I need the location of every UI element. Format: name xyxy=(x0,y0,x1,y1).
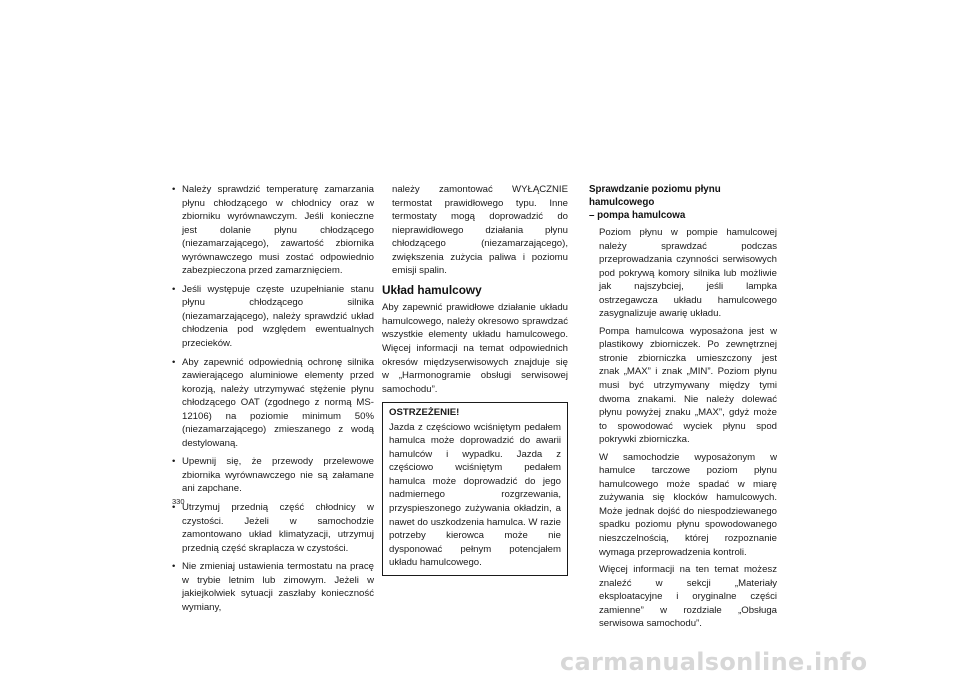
column-right xyxy=(589,183,777,635)
paragraph: Więcej informacji na ten temat możesz znaleźć w sekcji „Materiały eksploatacyjne i oryginalne części zamienne” w rozdziale „Obsługa serwisowa samochodu”. xyxy=(599,564,777,630)
list-item: • Aby zapewnić odpowiednią ochronę silnika zawierającego aluminiowe elementy przed korozją, należy utrzymywać stężenie płynu chłodzącego OAT (zgodnego z normą MS-12106) na poziomie minimum 50% (niezamarzającego) zmieszanego z wodą destylowaną. xyxy=(172,356,374,451)
coolant-tips-list xyxy=(172,183,374,614)
column-middle xyxy=(382,183,568,576)
column-left xyxy=(172,183,374,619)
paragraph: Pompa hamulcowa wyposażona jest w plastikowy zbiorniczek. Po zewnętrznej stronie zbiorniczka umieszczony jest znak „MAX” i znak „MIN”. Poziom płynu musi być utrzymywany między tymi dwoma znakami. Nie należy dolewać płynu powyżej znaku „MAX”, gdyż może to spowodować wyciek płynu spod pokrywki zbiorniczka. xyxy=(599,325,777,446)
heading-line-1: Sprawdzanie poziomu płynu hamulcowego xyxy=(589,184,721,208)
section-heading-brake-fluid xyxy=(589,183,777,222)
brakes-body-text: Aby zapewnić prawidłowe działanie układu hamulcowego, należy okresowo sprawdzać wszystkie elementy układu hamulcowego. Więcej informacji na temat odpowiednich okresów międzyserwisowych znajduje się w „Harmonogramie obsługi serwisowej samochodu”. xyxy=(382,302,568,395)
list-item: • Nie zmieniaj ustawienia termostatu na pracę w trybie letnim lub zimowym. Jeżeli w jakiejkolwiek sytuacji zaszłaby konieczność wymiany, xyxy=(172,560,374,614)
heading-line-2: – pompa hamulcowa xyxy=(589,210,686,221)
page-number: 330 xyxy=(172,497,185,506)
warning-box xyxy=(382,402,568,576)
paragraph: Poziom płynu w pompie hamulcowej należy sprawdzać podczas przeprowadzania czynności serwisowych pod pokrywą komory silnika lub możliwie jak najszybciej, jeśli lampka ostrzegawcza układu hamulcowego zasygnalizuje awarię układu. xyxy=(599,227,777,320)
warning-text: Jazda z częściowo wciśniętym pedałem hamulca może doprowadzić do awarii hamulców i wypadku. Jazda z częściowo wciśniętym pedałem hamulca może doprowadzić do jego nadmiernego rozgrzewania, przyspieszonego zużywania okładzin, a nawet do uszkodzenia hamulca. W razie potrzeby kierowca może nie dysponować pełnym potencjałem układu hamulcowego. xyxy=(389,421,561,569)
list-item: • Upewnij się, że przewody przelewowe zbiornika wyrównawczego nie są załamane ani zapchane. xyxy=(172,455,374,496)
continuation-text: należy zamontować WYŁĄCZNIE termostat prawidłowego typu. Inne termostaty mogą doprowadzić do nieprawidłowego działania płynu chłodzącego (niezamarzającego), zwiększenia zużycia paliwa i poziomu emisji spalin. xyxy=(392,184,568,277)
list-item: • Należy sprawdzić temperaturę zamarzania płynu chłodzącego w chłodnicy oraz w zbiorniku wyrównawczym. Jeśli konieczne jest dolanie płynu chłodzącego (niezamarzającego), zawartość zbiornika wyrównawczego musi zostać odpowiednio zabezpieczona przed zamarznięciem. xyxy=(172,183,374,278)
list-item: • Utrzymuj przednią część chłodnicy w czystości. Jeżeli w samochodzie zamontowano układ klimatyzacji, utrzymuj przednią część skraplacza w czystości. xyxy=(172,501,374,555)
watermark: carmanualsonline.info xyxy=(560,648,868,676)
list-item: • Jeśli występuje częste uzupełnianie stanu płynu chłodzącego silnika (niezamarzającego), należy sprawdzić układ chłodzenia pod względem ewentualnych przecieków. xyxy=(172,283,374,351)
section-heading-brakes: Układ hamulcowy xyxy=(382,282,482,297)
paragraph: W samochodzie wyposażonym w hamulce tarczowe poziom płynu hamulcowego może spadać w miarę zużywania się klocków hamulcowych. Może jednak dojść do niespodziewanego spadku poziomu płynu spowodowanego nieszczelnością, której rozpoznanie wymaga przeprowadzenia kontroli. xyxy=(599,451,777,558)
warning-title: OSTRZEŻENIE! xyxy=(389,407,460,419)
